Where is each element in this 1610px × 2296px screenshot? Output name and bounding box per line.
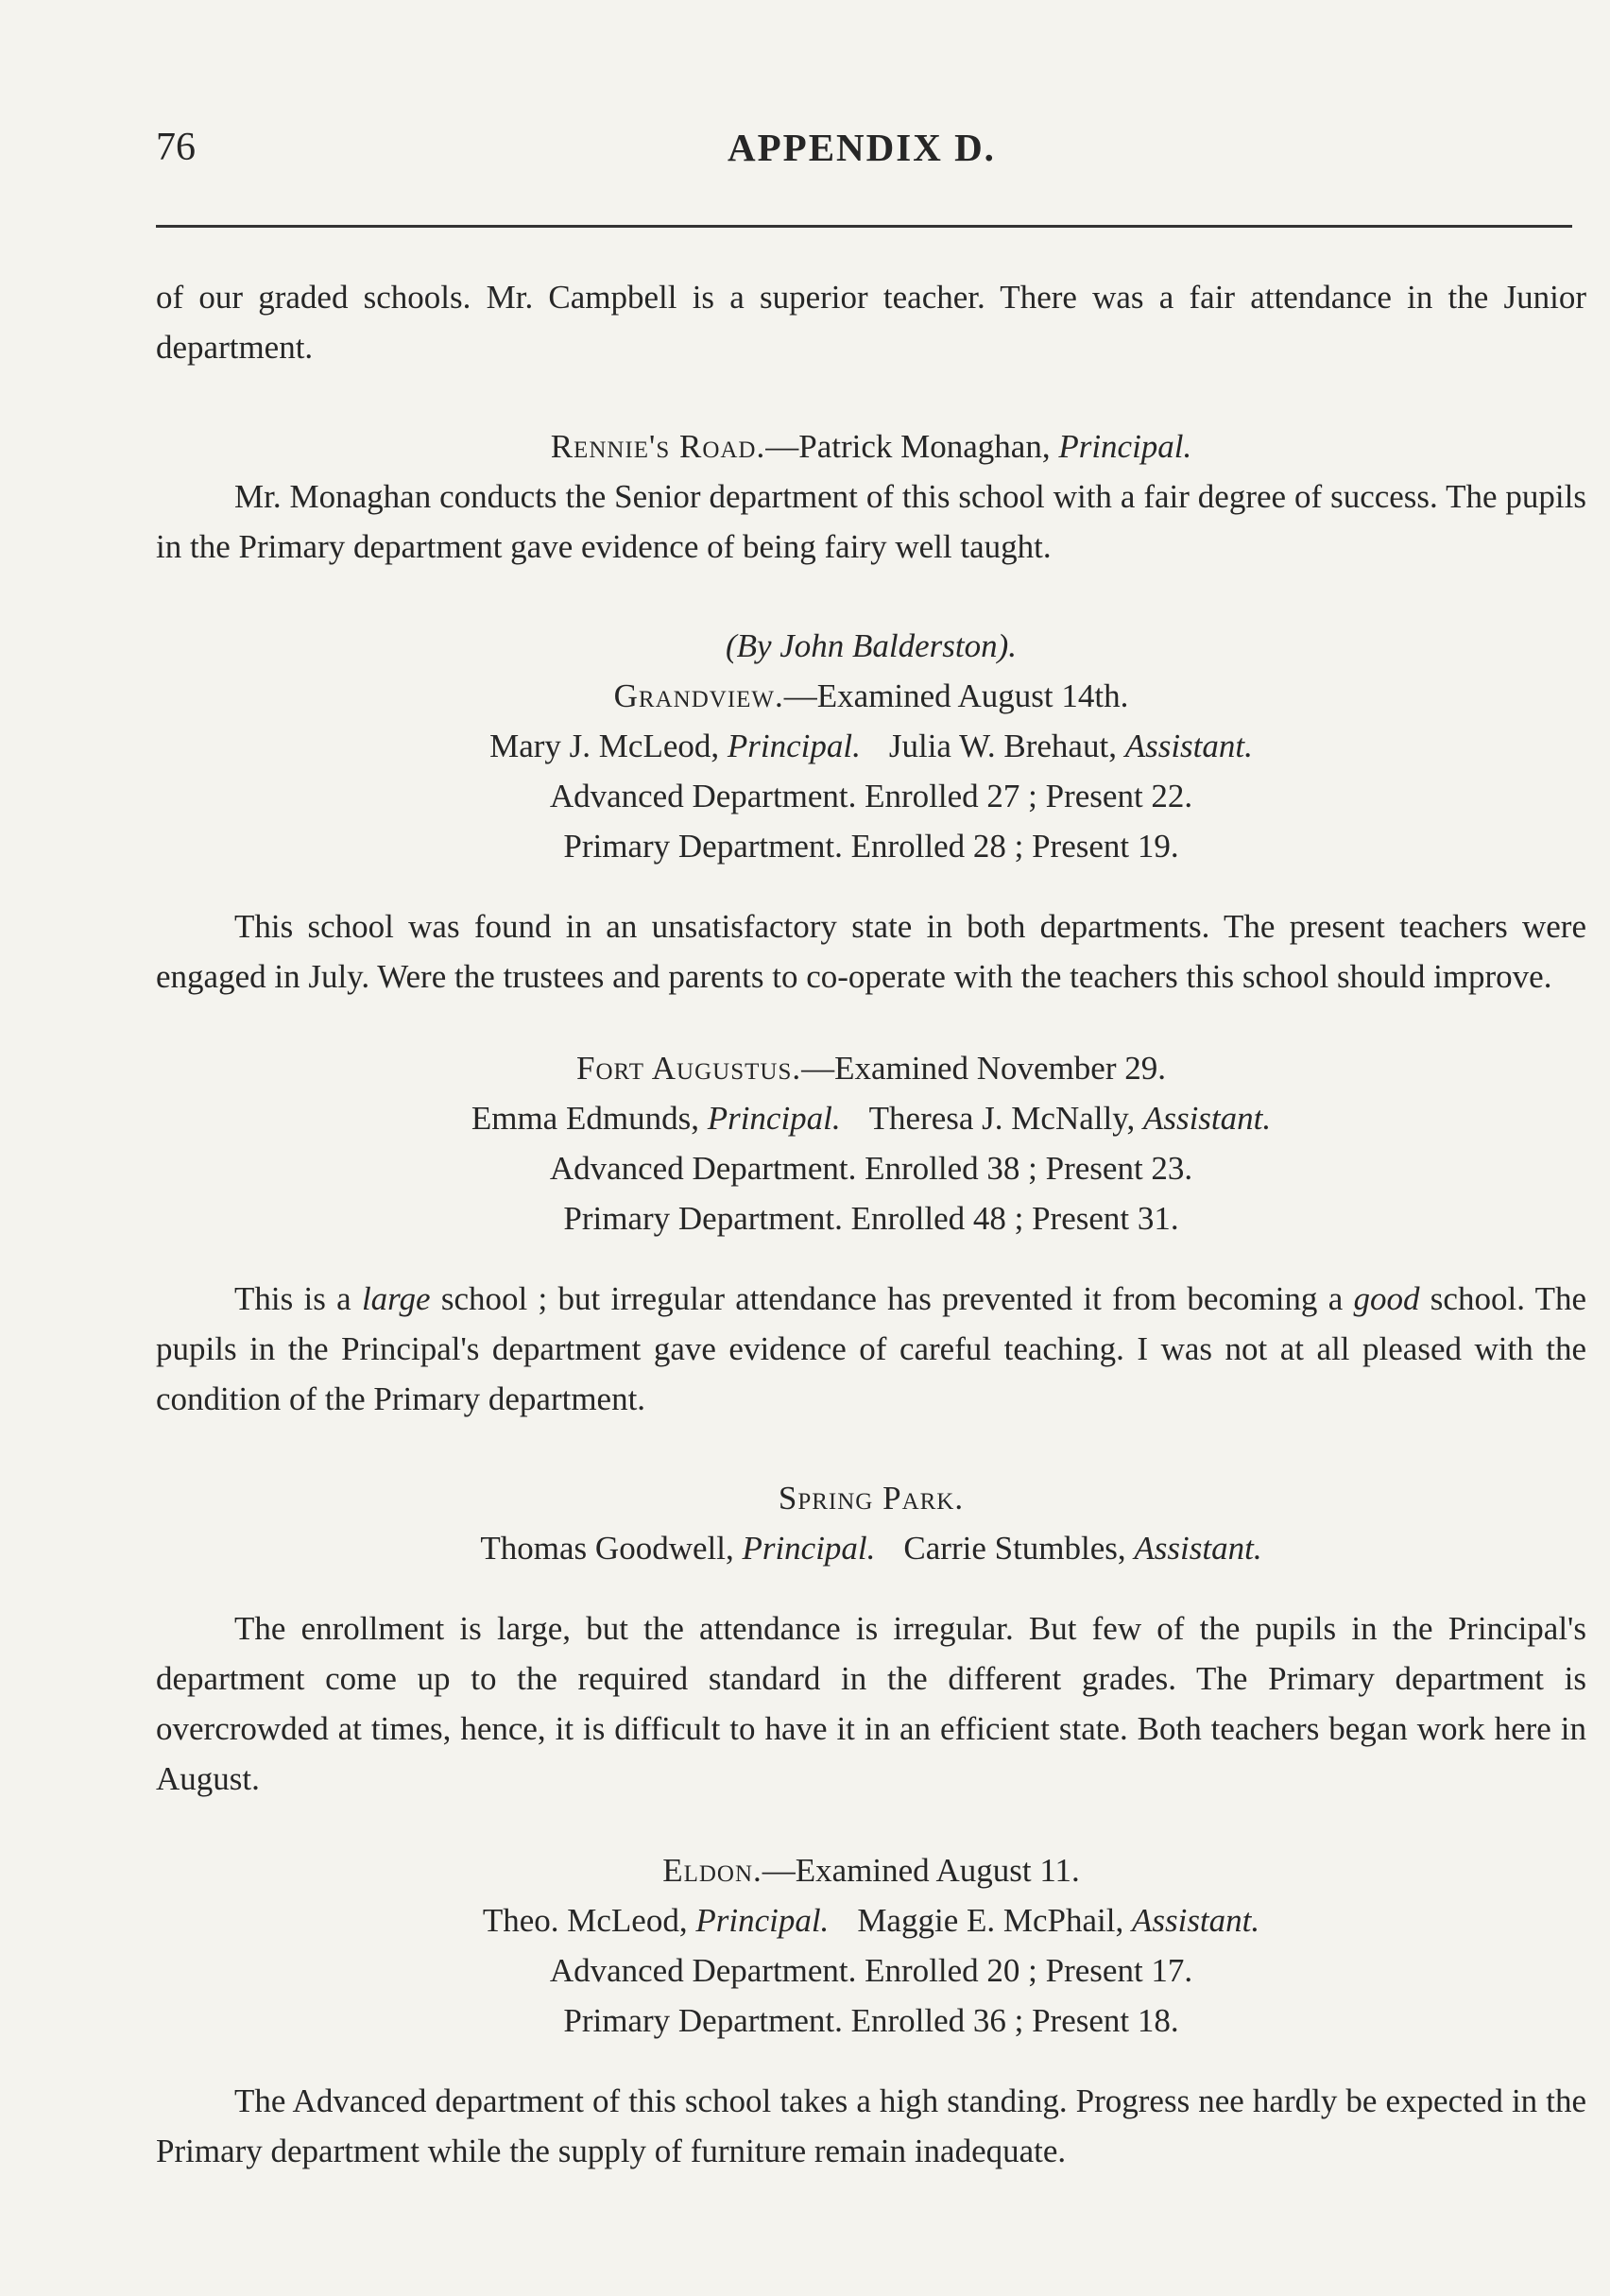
school-name: Fort Augustus. <box>576 1050 802 1087</box>
spring-park-paragraph: The enrollment is large, but the attendance is irregular. But few of the pupils in the Principal's department come up to the required standard in the different grades. The Primary department is overcrowded at times, hence, it is difficult to have it in an efficient state. Both teachers began work here in August. <box>156 1610 1586 1797</box>
grandview-advanced: Advanced Department. Enrolled 27 ; Present 22. <box>549 778 1193 814</box>
assistant-role: Assistant. <box>1124 728 1253 764</box>
school-name: Rennie's Road. <box>550 428 766 465</box>
grandview-staff <box>156 721 1586 771</box>
inspector-line <box>156 621 1586 671</box>
role-label: Principal. <box>1058 428 1192 465</box>
running-head: APPENDIX D. <box>728 126 996 169</box>
school-name: Eldon. <box>662 1852 762 1889</box>
rennie-heading <box>156 421 1586 471</box>
para-text: school. The pupils in the Principal's department gave evidence of careful teaching. I was not at all pleased with the condition of the Primary department. <box>156 1280 1587 1417</box>
principal-name: Emma Edmunds, <box>471 1100 708 1137</box>
principal-name: Thomas Goodwell, <box>480 1530 743 1567</box>
principal-role: Principal. <box>727 728 861 764</box>
assistant-name: Maggie E. McPhail, <box>857 1902 1132 1939</box>
fort-augustus-staff <box>156 1093 1586 1143</box>
grandview-heading <box>156 671 1586 721</box>
eldon-advanced: Advanced Department. Enrolled 20 ; Present 17. <box>549 1952 1193 1989</box>
para-text: This is a <box>234 1280 362 1317</box>
grandview-paragraph: This school was found in an unsatisfactory state in both departments. The present teachers were engaged in July. Were the trustees and parents to co-operate with the teachers this school should improve. <box>156 908 1586 995</box>
spring-park-heading <box>156 1473 1586 1523</box>
eldon-paragraph: The Advanced department of this school takes a high standing. Progress nee hardly be expected in the Primary department while the supply of furniture remain inadequate. <box>156 2082 1586 2169</box>
fort-augustus-primary: Primary Department. Enrolled 48 ; Present 31. <box>563 1200 1179 1237</box>
assistant-name: Julia W. Brehaut, <box>888 728 1125 764</box>
eldon-heading <box>156 1845 1586 1895</box>
principal-role: Principal. <box>742 1530 876 1567</box>
page-header <box>156 125 1572 181</box>
principal-name: Theo. McLeod, <box>482 1902 696 1939</box>
fort-augustus-advanced: Advanced Department. Enrolled 38 ; Present 23. <box>549 1150 1193 1187</box>
eldon-staff <box>156 1895 1586 1945</box>
assistant-role: Assistant. <box>1134 1530 1262 1567</box>
heading-detail: —Examined August 14th. <box>783 677 1129 714</box>
school-name: Spring Park. <box>778 1480 965 1516</box>
principal-name: Mary J. McLeod, <box>489 728 728 764</box>
assistant-name: Theresa J. McNally, <box>868 1100 1143 1137</box>
page-number: 76 <box>156 126 196 169</box>
assistant-name: Carrie Stumbles, <box>903 1530 1135 1567</box>
assistant-role: Assistant. <box>1131 1902 1260 1939</box>
body-text <box>156 272 1586 2176</box>
heading-detail: —Patrick Monaghan, <box>765 428 1059 465</box>
heading-detail: —Examined August 11. <box>762 1852 1080 1889</box>
assistant-role: Assistant. <box>1142 1100 1272 1137</box>
school-name: Grandview. <box>613 677 784 714</box>
fort-augustus-paragraph <box>156 1274 1586 1424</box>
para-emphasis: good <box>1353 1280 1420 1317</box>
para-text: school ; but irregular attendance has prevented it from becoming a <box>430 1280 1354 1317</box>
para-emphasis: large <box>361 1280 431 1317</box>
header-rule <box>156 225 1572 228</box>
eldon-primary: Primary Department. Enrolled 36 ; Present 18. <box>563 2002 1179 2039</box>
inspector-name: (By John Balderston). <box>725 627 1018 664</box>
opening-paragraph: of our graded schools. Mr. Campbell is a superior teacher. There was a fair attendance in the Junior department. <box>156 279 1586 366</box>
heading-detail: —Examined November 29. <box>801 1050 1166 1087</box>
grandview-primary: Primary Department. Enrolled 28 ; Present 19. <box>563 828 1179 865</box>
spring-park-staff <box>156 1523 1586 1573</box>
principal-role: Principal. <box>707 1100 841 1137</box>
principal-role: Principal. <box>695 1902 830 1939</box>
fort-augustus-heading <box>156 1043 1586 1093</box>
rennie-paragraph: Mr. Monaghan conducts the Senior department of this school with a fair degree of success. The pupils in the Primary department gave evidence of being fairy well taught. <box>156 478 1586 565</box>
